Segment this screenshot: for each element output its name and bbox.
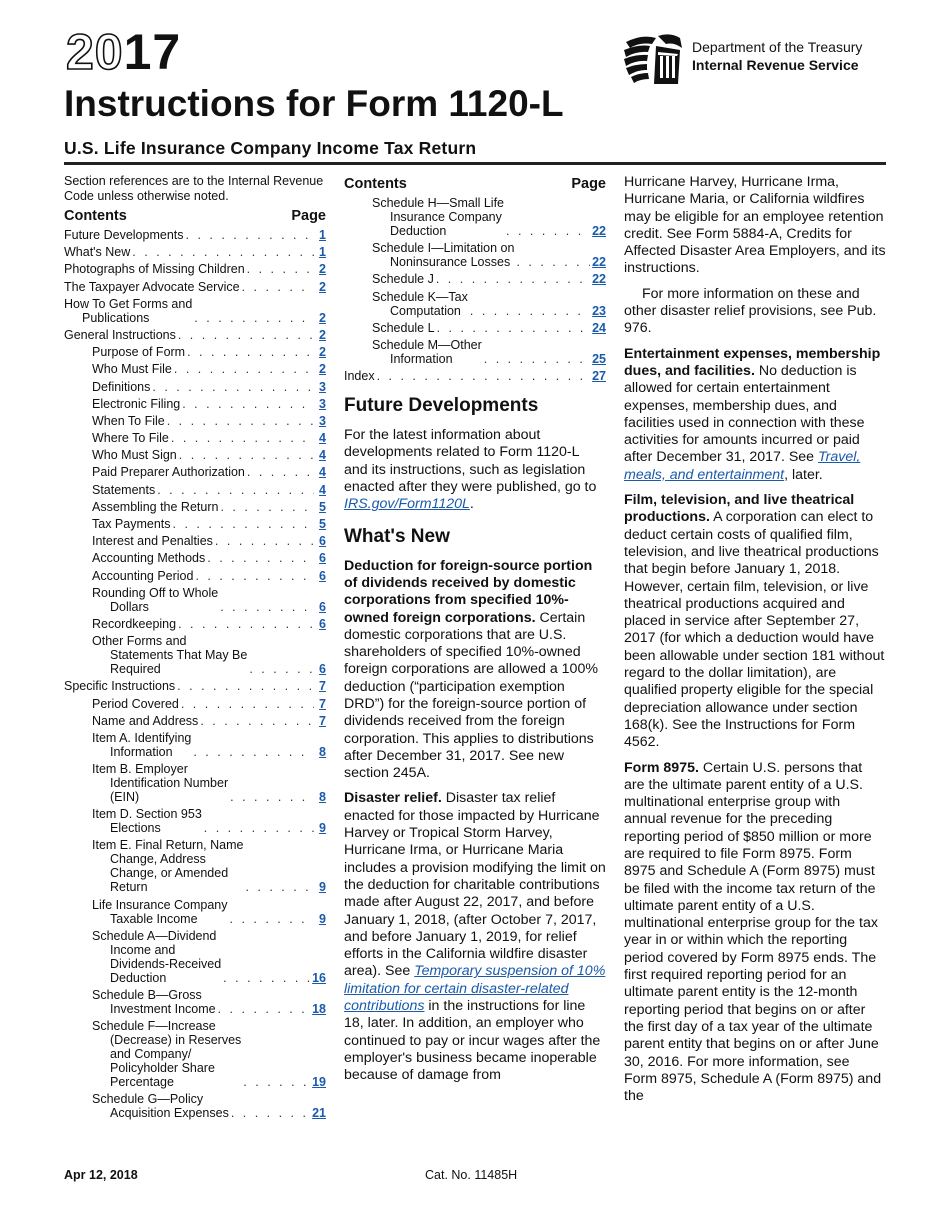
- toc-entry-label: Electronic Filing: [92, 396, 181, 411]
- toc-leader-dots: [182, 397, 314, 411]
- toc-leader-dots: [173, 517, 314, 531]
- toc-entry[interactable]: [64, 569, 326, 583]
- toc-entry[interactable]: [64, 431, 326, 445]
- toc-entry-label: Recordkeeping: [92, 616, 177, 631]
- toc-entry[interactable]: [64, 465, 326, 479]
- toc-entry-label: How To Get Forms and Publications: [64, 296, 193, 325]
- toc-entry-label: Schedule M—Other Information: [372, 337, 482, 366]
- form-year: 2017: [66, 24, 182, 80]
- toc-page-link[interactable]: 9: [319, 911, 326, 926]
- toc-entry-label: Where To File: [92, 431, 169, 446]
- toc-leader-dots: [215, 534, 314, 548]
- toc-page-link[interactable]: 6: [319, 662, 326, 677]
- paragraph-disaster-relief: Disaster relief. Disaster tax relief enacted for those impacted by Hurricane Harvey or Tropical Storm Harvey, Hurricane Irma, or Hurricane Maria includes a provision modifying the limit on the deduction for charitable contributions made after August 22, 2017, and before January 1, 2018, (after October 7, 2017, and before January 1, 2019, for relief efforts in the California wildfire disaster area). See Temporary suspension of 10% limitation for certain disaster-related contributions in the instructions for line 18, later. In addition, an employer who continued to pay or incur wages after the employer's business became inoperable because of damage from: [344, 790, 606, 1084]
- irs-eagle-logo-icon: [622, 32, 686, 86]
- toc-leader-dots: [230, 912, 315, 926]
- toc-entry-label: Who Must File: [92, 362, 172, 377]
- temporary-suspension-link[interactable]: Temporary suspension of 10% limitation for certain disaster-related contributions: [344, 963, 606, 1015]
- toc-entry[interactable]: [64, 517, 326, 531]
- toc-entry[interactable]: [64, 500, 326, 514]
- toc-leader-dots: [152, 380, 314, 394]
- toc-leader-dots: [484, 352, 590, 366]
- toc-entry-label: Item A. Identifying Information: [92, 730, 192, 759]
- toc-page-link[interactable]: 3: [319, 396, 326, 411]
- paragraph-deduction: Deduction for foreign-source portion of dividends received by domestic corporations from specified 10%-owned foreign corporations. Certain domestic corporations that are U.S. shareholders of specified 10%-owned foreign corporations are allowed a 100% deduction (“participation exemption DRD”) for the foreign-source portion of dividends received from the foreign corporation. This applies to distributions after December 31, 2017. See new section 245A.: [344, 557, 598, 782]
- toc-entry-label: Future Developments: [64, 228, 184, 242]
- toc-entry-label: What's New: [64, 245, 131, 260]
- toc-entry[interactable]: [64, 898, 326, 926]
- toc-entry-label: Definitions: [92, 379, 151, 394]
- toc-leader-dots: [167, 414, 314, 428]
- toc-page-link[interactable]: 19: [312, 1075, 326, 1090]
- toc-entry[interactable]: [344, 369, 606, 383]
- toc-leader-dots: [132, 245, 314, 259]
- column-1: [64, 174, 326, 1124]
- toc-leader-dots: [174, 362, 314, 376]
- toc-entry[interactable]: [64, 297, 326, 325]
- toc-entry[interactable]: [64, 697, 326, 711]
- toc-leader-dots: [218, 1002, 310, 1016]
- toc-entry-label: Schedule I—Limitation on Noninsurance Losses: [372, 241, 515, 270]
- toc-page-link[interactable]: 2: [319, 327, 326, 342]
- toc-leader-dots: [230, 790, 314, 804]
- toc-entry[interactable]: [64, 714, 326, 728]
- page-subtitle: U.S. Life Insurance Company Income Tax Return: [64, 138, 477, 158]
- toc-page-link[interactable]: 6: [319, 534, 326, 549]
- toc-entry[interactable]: [64, 929, 326, 985]
- toc-entry[interactable]: [344, 321, 606, 335]
- department-label: Department of the Treasury Internal Revenue Service: [692, 39, 863, 73]
- catalog-number: Cat. No. 11485H: [425, 1168, 518, 1182]
- heading-whats-new: What's New: [344, 525, 450, 547]
- footer-date: Apr 12, 2018: [64, 1168, 138, 1182]
- header-divider: [64, 162, 886, 165]
- toc-entry[interactable]: [64, 1092, 326, 1120]
- toc-page-link[interactable]: 25: [592, 351, 606, 366]
- toc-page-link[interactable]: 7: [319, 713, 326, 728]
- toc-page-link[interactable]: 9: [319, 880, 326, 895]
- toc-page-link[interactable]: 27: [592, 369, 606, 384]
- paragraph-entertainment: Entertainment expenses, membership dues, and facilities. No deduction is allowed for certain entertainment expenses, membership dues, and facilities used in connection with these activities for amounts incurred or paid after December 31, 2017. See Travel, meals, and entertainment, later.: [624, 345, 881, 483]
- toc-page-link[interactable]: 7: [319, 679, 326, 694]
- toc-entry-label: Item E. Final Return, Name Change, Address Change, or Amended Return: [92, 838, 244, 895]
- column-3: [624, 174, 886, 1113]
- toc-entry-label: Statements: [92, 482, 156, 497]
- toc-leader-dots: [178, 617, 314, 631]
- toc-leader-dots: [223, 971, 310, 985]
- toc-page-link[interactable]: 24: [592, 320, 606, 335]
- toc-entry[interactable]: [64, 838, 326, 894]
- toc-page-link[interactable]: 3: [319, 413, 326, 428]
- toc-entry-label: Period Covered: [92, 696, 179, 711]
- toc-entry-label: Who Must Sign: [92, 448, 177, 463]
- toc-leader-dots: [247, 262, 314, 276]
- toc-entry[interactable]: [64, 262, 326, 276]
- toc-leader-dots: [243, 1075, 310, 1089]
- toc-leader-dots: [436, 272, 590, 286]
- toc-entry[interactable]: [64, 551, 326, 565]
- toc-entry-label: Name and Address: [92, 713, 199, 728]
- toc-leader-dots: [179, 448, 314, 462]
- toc-entry[interactable]: [64, 534, 326, 548]
- toc-entry[interactable]: [64, 1019, 326, 1089]
- toc-leader-dots: [220, 600, 314, 614]
- paragraph-future-developments: For the latest information about developments related to Form 1120-L and its instructions, such as legislation enacted after they were published, go to IRS.gov/Form1120L.: [344, 427, 597, 513]
- toc-entry[interactable]: [64, 483, 326, 497]
- column-2: [344, 174, 606, 1093]
- toc-entry-label: Schedule G—Policy Acquisition Expenses: [92, 1092, 229, 1121]
- toc-header: Contents Page: [64, 208, 326, 224]
- toc-leader-dots: [177, 679, 314, 693]
- toc-page-link[interactable]: 5: [319, 517, 326, 531]
- toc-leader-dots: [220, 500, 314, 514]
- toc-page-link[interactable]: 22: [592, 255, 606, 270]
- toc-entry-label: Interest and Penalties: [92, 534, 213, 549]
- toc-leader-dots: [200, 714, 314, 728]
- toc-leader-dots: [470, 304, 590, 318]
- toc-entry[interactable]: [64, 448, 326, 462]
- toc-entry-label: Index: [344, 369, 375, 384]
- toc-entry[interactable]: [64, 634, 326, 676]
- toc-entry-label: Paid Preparer Authorization: [92, 465, 245, 480]
- toc-entry[interactable]: [64, 397, 326, 411]
- toc-leader-dots: [204, 821, 314, 835]
- toc-page-link[interactable]: 6: [319, 599, 326, 614]
- toc-leader-dots: [377, 369, 591, 383]
- toc-header-continued: Contents Page: [344, 176, 606, 192]
- toc-page-link[interactable]: 4: [319, 482, 326, 497]
- toc-entry-label: Schedule H—Small Life Insurance Company Deduction: [372, 196, 505, 238]
- toc-entry[interactable]: [64, 414, 326, 428]
- toc-entry-label: Specific Instructions: [64, 679, 176, 694]
- toc-leader-dots: [247, 465, 314, 479]
- page-title: Instructions for Form 1120-L: [64, 83, 564, 124]
- toc-entry[interactable]: [64, 328, 326, 342]
- toc-page-link[interactable]: 6: [319, 568, 326, 583]
- toc-page-link[interactable]: 7: [319, 696, 326, 711]
- toc-entry-label: Rounding Off to Whole Dollars: [92, 585, 219, 614]
- toc-entry[interactable]: [64, 586, 326, 614]
- travel-meals-link[interactable]: Travel, meals, and entertainment: [624, 449, 861, 483]
- toc-page-link[interactable]: 6: [319, 616, 326, 631]
- toc-page-link[interactable]: 2: [319, 310, 326, 325]
- toc-entry-label: Schedule F—Increase (Decrease) in Reserves and Company/ Policyholder Share Percentage: [92, 1019, 242, 1090]
- toc-leader-dots: [157, 483, 314, 497]
- toc-leader-dots: [195, 569, 314, 583]
- toc-leader-dots: [186, 228, 314, 242]
- toc-leader-dots: [194, 311, 314, 325]
- toc-page-link[interactable]: 9: [319, 821, 326, 836]
- toc-entry-label: Schedule J: [372, 272, 434, 287]
- table-of-contents-continued: [344, 196, 606, 383]
- toc-page-link[interactable]: 4: [319, 465, 326, 480]
- toc-entry[interactable]: [64, 988, 326, 1016]
- toc-page-link[interactable]: 1: [319, 245, 326, 260]
- toc-entry-label: Photographs of Missing Children: [64, 262, 245, 277]
- toc-page-link[interactable]: 8: [319, 744, 326, 759]
- toc-page-link[interactable]: 22: [592, 224, 606, 238]
- toc-page-link[interactable]: 5: [319, 499, 326, 514]
- toc-entry-label: Item B. Employer Identification Number (EIN): [92, 762, 229, 805]
- irs-form-link[interactable]: IRS.gov/Form1120L: [344, 496, 470, 513]
- toc-entry[interactable]: [344, 290, 606, 318]
- toc-entry[interactable]: [64, 762, 326, 804]
- toc-page-link[interactable]: 16: [312, 970, 326, 985]
- toc-page-link[interactable]: 2: [319, 279, 326, 294]
- toc-page-link[interactable]: 22: [592, 272, 606, 287]
- toc-leader-dots: [207, 551, 314, 565]
- toc-leader-dots: [181, 697, 314, 711]
- toc-entry[interactable]: [344, 272, 606, 286]
- toc-leader-dots: [437, 321, 591, 335]
- toc-page-link[interactable]: 21: [312, 1106, 326, 1121]
- table-of-contents: [64, 228, 326, 1120]
- section-reference-note: Section references are to the Internal Revenue Code unless otherwise noted.: [64, 174, 324, 203]
- toc-page-link[interactable]: 4: [319, 431, 326, 446]
- toc-entry[interactable]: [64, 380, 326, 394]
- toc-page-link[interactable]: 23: [592, 303, 606, 318]
- toc-leader-dots: [249, 662, 314, 676]
- toc-entry-label: Item D. Section 953 Elections: [92, 807, 202, 836]
- toc-leader-dots: [178, 328, 314, 342]
- toc-leader-dots: [187, 345, 314, 359]
- toc-page-link[interactable]: 2: [319, 345, 326, 360]
- toc-entry[interactable]: [64, 731, 326, 759]
- heading-future-developments: Future Developments: [344, 395, 539, 417]
- toc-page-link[interactable]: 8: [319, 790, 326, 805]
- toc-entry-label: Assembling the Return: [92, 499, 219, 514]
- toc-leader-dots: [242, 280, 314, 294]
- toc-entry-label: Schedule B—Gross Investment Income: [92, 988, 216, 1016]
- toc-page-link[interactable]: 2: [319, 262, 326, 277]
- toc-leader-dots: [171, 431, 314, 445]
- paragraph-more-info: For more information on these and other disaster relief provisions, see Pub. 976.: [624, 285, 877, 337]
- toc-page-link[interactable]: 3: [319, 379, 326, 394]
- toc-leader-dots: [245, 880, 314, 894]
- toc-entry[interactable]: [64, 679, 326, 693]
- toc-entry[interactable]: [64, 362, 326, 376]
- toc-entry-label: Accounting Methods: [92, 551, 206, 566]
- toc-entry-label: Schedule A—Dividend Income and Dividends-Received Deduction: [92, 928, 222, 985]
- toc-entry-label: Purpose of Form: [92, 345, 186, 360]
- toc-leader-dots: [516, 255, 590, 269]
- toc-entry[interactable]: [344, 196, 606, 238]
- toc-leader-dots: [193, 745, 314, 759]
- toc-entry[interactable]: [64, 345, 326, 359]
- toc-entry-label: Schedule L: [372, 320, 435, 335]
- toc-entry[interactable]: [64, 245, 326, 259]
- toc-leader-dots: [506, 224, 590, 238]
- toc-entry[interactable]: [64, 228, 326, 242]
- paragraph-retention-credit: Hurricane Harvey, Hurricane Irma, Hurricane Maria, or California wildfires may be eligible for an employee retention credit. See Form 5884-A, Credits for Affected Disaster Area Employers, and its instructions.: [624, 174, 886, 277]
- toc-entry[interactable]: [64, 617, 326, 631]
- toc-page-link[interactable]: 4: [319, 448, 326, 463]
- toc-entry-label: Accounting Period: [92, 568, 194, 583]
- toc-page-link[interactable]: 18: [312, 1002, 326, 1016]
- paragraph-form-8975: Form 8975. Certain U.S. persons that are the ultimate parent entity of a U.S. multinational enterprise group with annual revenue for the preceding reporting period of $850 million or more are required to file Form 8975. Form 8975 and Schedule A (Form 8975) must be filed with the income tax return of the ultimate parent entity of a U.S. multinational enterprise group for the tax year in or within which the reporting period covered by Form 8975 ends. The first required reporting period for an ultimate parent entity is the 12-month reporting period that begins on or after the first day of a tax year of the ultimate parent entity that begins on or after June 30, 2016. For more information, see Form 8975, Schedule A (Form 8975) and the: [624, 759, 882, 1105]
- toc-entry[interactable]: [64, 807, 326, 835]
- toc-entry-label: Life Insurance Company Taxable Income: [92, 897, 228, 926]
- toc-entry-label: When To File: [92, 413, 165, 428]
- toc-leader-dots: [231, 1106, 310, 1120]
- toc-entry-label: Other Forms and Statements That May Be Required: [92, 634, 248, 677]
- toc-entry-label: The Taxpayer Advocate Service: [64, 279, 240, 294]
- toc-entry[interactable]: [344, 338, 606, 366]
- toc-entry-label: Schedule K—Tax Computation: [372, 289, 468, 318]
- toc-entry[interactable]: [344, 241, 606, 269]
- toc-entry-label: General Instructions: [64, 327, 176, 342]
- paragraph-film-television: Film, television, and live theatrical productions. A corporation can elect to deduct certain costs of qualified film, television, and live theatrical productions that begin before January 1, 2018. However, certain film, television, or live theatrical productions acquired and placed in service after September 27, 2017 (for which a deduction would have been allowable under section 181 without regard to the dollar limitation), are qualified property eligible for the special depreciation allowance under section 168(k). See the Instructions for Form 4562.: [624, 492, 885, 751]
- toc-entry[interactable]: [64, 280, 326, 294]
- toc-page-link[interactable]: 2: [319, 362, 326, 377]
- toc-entry-label: Tax Payments: [92, 517, 171, 531]
- toc-page-link[interactable]: 1: [319, 228, 326, 242]
- toc-page-link[interactable]: 6: [319, 551, 326, 566]
